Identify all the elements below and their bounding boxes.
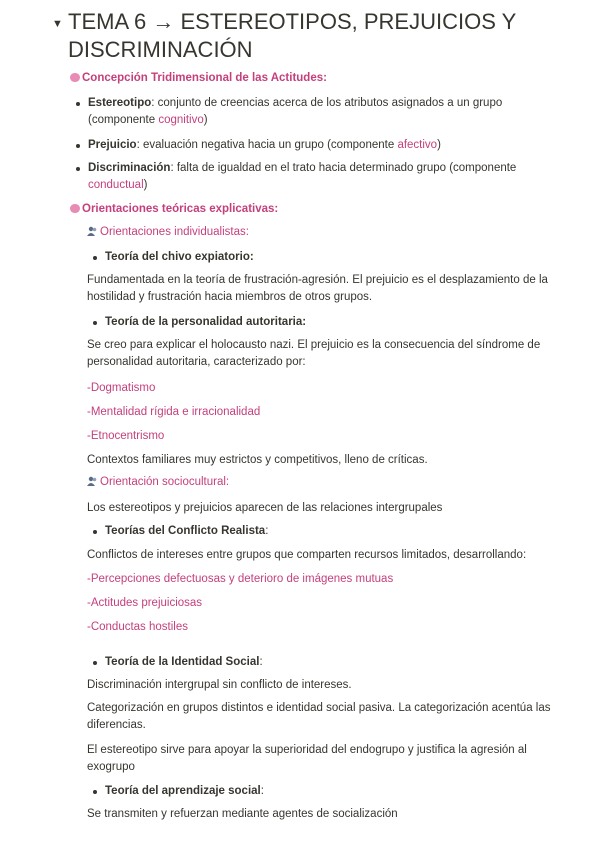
colon: : bbox=[259, 656, 263, 668]
result-conductas: -Conductas hostiles bbox=[87, 621, 188, 633]
result-actitudes: -Actitudes prejuiciosas bbox=[87, 597, 203, 609]
close-paren: ) bbox=[203, 114, 208, 126]
identidad-p3: El estereotipo sirve para apoyar la superioridad del endogrupo y justifica la agresión al exogrupo bbox=[87, 744, 527, 773]
colon: : bbox=[260, 785, 264, 797]
context-text: Contextos familiares muy estrictos y competitivos, lleno de críticas. bbox=[87, 454, 428, 466]
chivo-title: Teoría del chivo expiatorio: bbox=[105, 251, 254, 263]
sociocultural-label: Orientación sociocultural: bbox=[100, 476, 230, 488]
conflicto-title: Teorías del Conflicto Realista bbox=[105, 525, 266, 537]
chivo-text: Fundamentada en la teoría de frustración-agresión. El prejuicio es el desplazamiento de la hostilidad y frustración hacia miembros de otros grupos. bbox=[87, 274, 548, 303]
list-item-chivo bbox=[87, 249, 575, 266]
conflicto-text: Conflictos de intereses entre grupos que comparten recursos limitados, desarrollando: bbox=[87, 549, 527, 561]
individualistas-label: Orientaciones individualistas: bbox=[100, 226, 249, 238]
individualistas-heading bbox=[87, 226, 249, 238]
trait-etnocentrismo: -Etnocentrismo bbox=[87, 430, 165, 442]
list-item-autoritaria bbox=[87, 314, 575, 331]
section1-heading bbox=[70, 72, 327, 84]
brain-icon bbox=[70, 73, 80, 82]
section1-heading-text: Concepción Tridimensional de las Actitudes: bbox=[82, 72, 327, 84]
people-icon bbox=[87, 226, 98, 236]
definition-text: : falta de igualdad en el trato hacia determinado grupo (componente bbox=[170, 162, 517, 174]
autoritaria-title: Teoría de la personalidad autoritaria: bbox=[105, 316, 307, 328]
autoritaria-text: Se creo para explicar el holocausto nazi. El prejuicio es la consecuencia del síndrome de personalidad autoritaria, caracterizado por: bbox=[87, 339, 541, 368]
component-label: afectivo bbox=[397, 139, 438, 151]
aprendizaje-text: Se transmiten y refuerzan mediante agentes de socialización bbox=[87, 808, 398, 820]
people-icon bbox=[87, 476, 98, 486]
component-label: cognitivo bbox=[158, 114, 204, 126]
list-item-discriminacion bbox=[70, 160, 568, 194]
identidad-p1: Discriminación intergrupal sin conflicto de intereses. bbox=[87, 679, 352, 691]
toggle-triangle-icon[interactable]: ▼ bbox=[52, 18, 63, 30]
brain-icon bbox=[70, 204, 80, 213]
close-paren: ) bbox=[437, 139, 441, 151]
identidad-title: Teoría de la Identidad Social bbox=[105, 656, 260, 668]
sociocultural-intro: Los estereotipos y prejuicios aparecen de las relaciones intergrupales bbox=[87, 502, 443, 514]
aprendizaje-title: Teoría del aprendizaje social bbox=[105, 785, 261, 797]
bullet-icon bbox=[93, 530, 97, 534]
bullet-icon bbox=[76, 144, 80, 148]
trait-mentalidad: -Mentalidad rígida e irracionalidad bbox=[87, 406, 261, 418]
term-discriminacion: Discriminación bbox=[88, 162, 171, 174]
bullet-icon bbox=[93, 790, 97, 794]
page-title: TEMA 6 → ESTEREOTIPOS, PREJUICIOS Y DISCRIMINACIÓN bbox=[68, 9, 516, 62]
bullet-icon bbox=[93, 661, 97, 665]
term-prejuicio: Prejuicio bbox=[88, 139, 137, 151]
definition-text: : evaluación negativa hacia un grupo (componente bbox=[136, 139, 398, 151]
close-paren: ) bbox=[143, 179, 148, 191]
list-item-aprendizaje bbox=[87, 783, 575, 800]
section2-heading-text: Orientaciones teóricas explicativas: bbox=[82, 203, 279, 215]
colon: : bbox=[265, 525, 269, 537]
bullet-icon bbox=[76, 102, 80, 106]
term-estereotipo: Estereotipo bbox=[88, 97, 152, 109]
component-label: conductual bbox=[88, 179, 144, 191]
identidad-p2: Categorización en grupos distintos e identidad social pasiva. La categorización acentúa las diferencias. bbox=[87, 702, 551, 731]
definition-text: : conjunto de creencias acerca de los atributos asignados a un grupo (componente bbox=[88, 97, 503, 126]
section2-heading bbox=[70, 203, 278, 215]
bullet-icon bbox=[93, 256, 97, 260]
list-item-prejuicio bbox=[70, 137, 568, 154]
list-item-estereotipo bbox=[70, 95, 568, 129]
result-percepciones: -Percepciones defectuosas y deterioro de imágenes mutuas bbox=[87, 573, 394, 585]
sociocultural-heading bbox=[87, 476, 229, 488]
bullet-icon bbox=[76, 167, 80, 171]
list-item-identidad bbox=[87, 654, 575, 671]
list-item-conflicto bbox=[87, 523, 575, 540]
bullet-icon bbox=[93, 321, 97, 325]
trait-dogmatismo: -Dogmatismo bbox=[87, 382, 156, 394]
